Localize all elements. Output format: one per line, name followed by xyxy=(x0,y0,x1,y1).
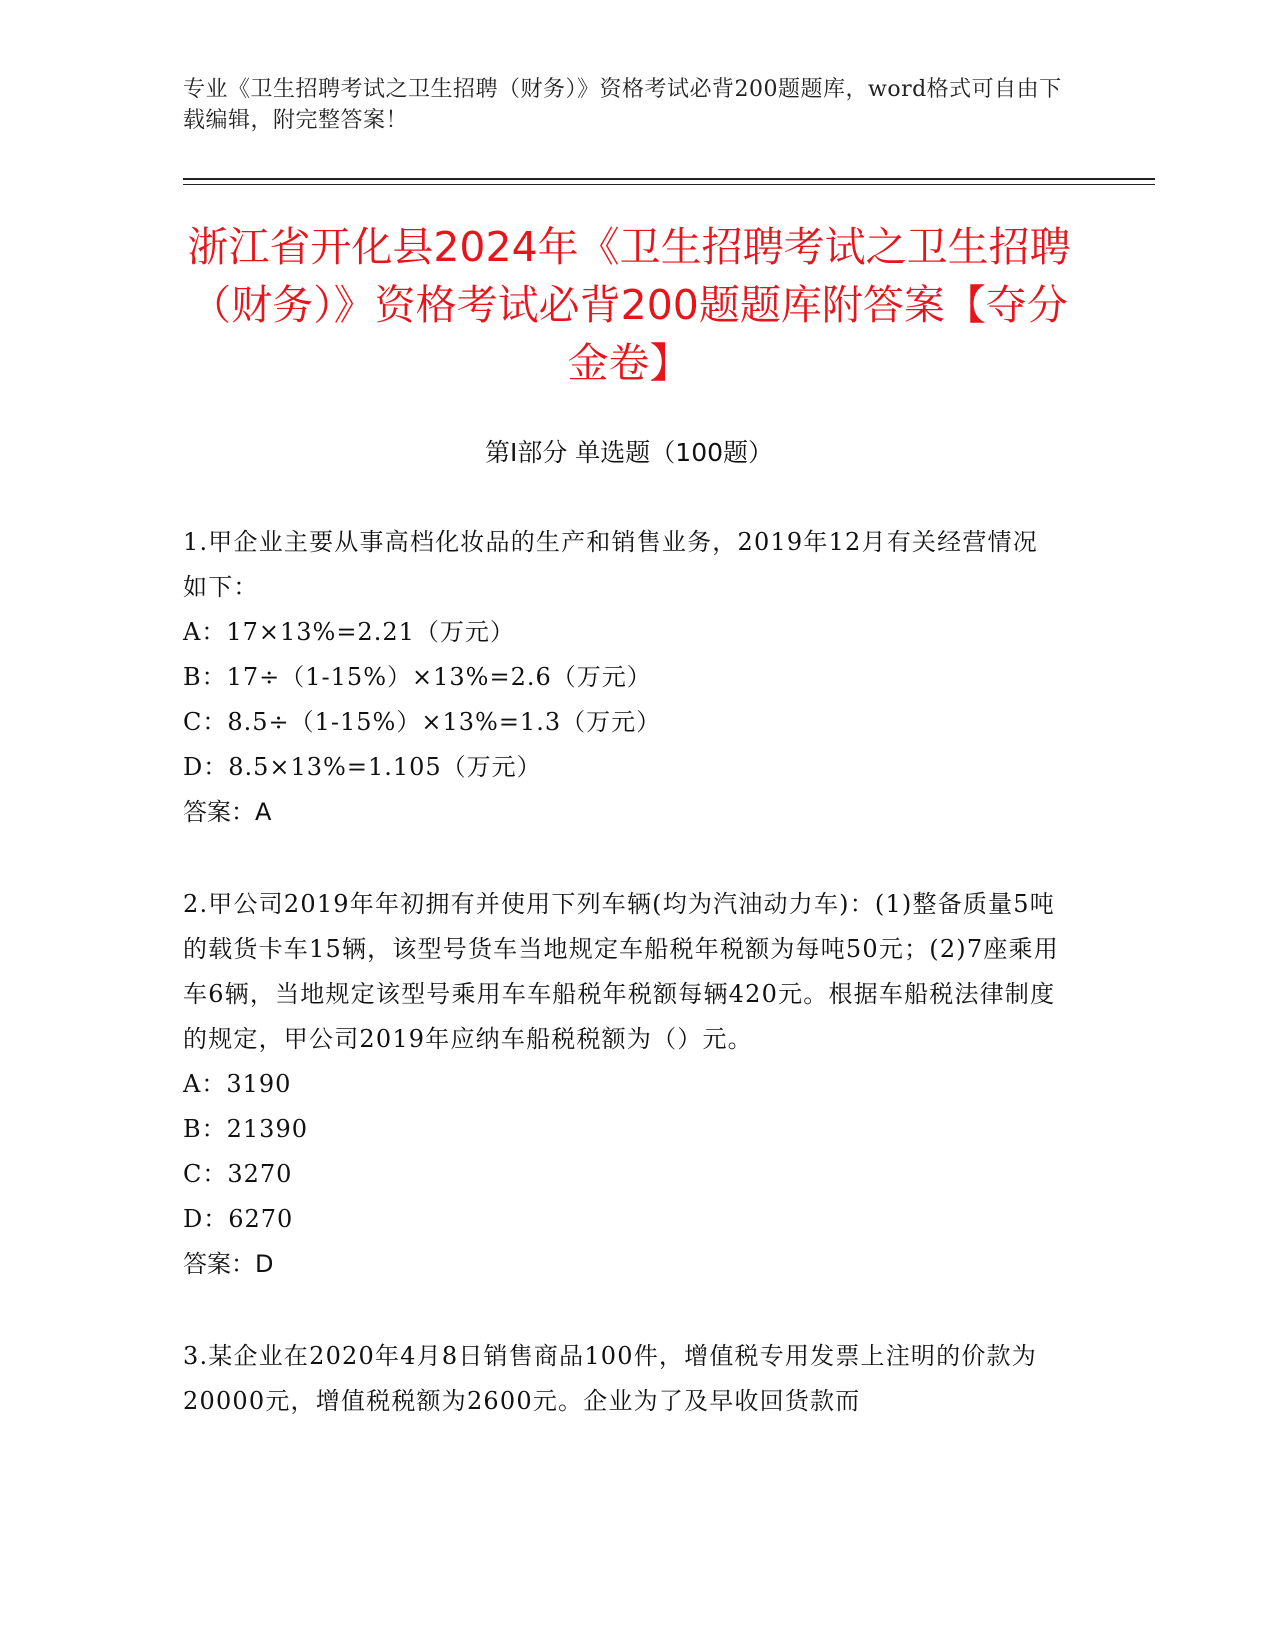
option-b: B：21390 xyxy=(183,1115,308,1143)
option-d: D：6270 xyxy=(183,1205,294,1233)
option-a: A：17×13%=2.21（万元） xyxy=(183,618,515,646)
header-divider-thick xyxy=(183,178,1155,180)
header-note: 专业《卫生招聘考试之卫生招聘（财务）》资格考试必背200题题库，word格式可自由下载编辑，附完整答案！ xyxy=(183,77,1062,133)
question-list xyxy=(183,520,1063,1471)
answer-line: 答案：D xyxy=(183,1250,274,1278)
question-item-1 xyxy=(183,520,1063,835)
question-stem: 3.某企业在2020年4月8日销售商品100件，增值税专用发票上注明的价款为20000元，增值税税额为2600元。企业为了及早收回货款而 xyxy=(183,1342,1037,1415)
question-stem: 2.甲公司2019年年初拥有并使用下列车辆(均为汽油动力车)：(1)整备质量5吨的载货卡车15辆，该型号货车当地规定车船税年税额为每吨50元；(2)7座乘用车6辆，当地规定该型号乘用车车船税年税额每辆420元。根据车船税法律制度的规定，甲公司2019年应纳车船税税额为（）元。 xyxy=(183,890,1059,1053)
option-b: B：17÷（1-15%）×13%=2.6（万元） xyxy=(183,663,652,691)
question-stem: 1.甲企业主要从事高档化妆品的生产和销售业务，2019年12月有关经营情况如下： xyxy=(183,528,1038,601)
document-title: 浙江省开化县2024年《卫生招聘考试之卫生招聘（财务）》资格考试必背200题题库附答案【夺分金卷】 xyxy=(187,223,1071,387)
question-item-2 xyxy=(183,882,1063,1287)
question-item-3 xyxy=(183,1334,1063,1424)
answer-line: 答案：A xyxy=(183,798,272,826)
option-d: D：8.5×13%=1.105（万元） xyxy=(183,753,542,781)
option-c: C：8.5÷（1-15%）×13%=1.3（万元） xyxy=(183,708,662,736)
header-divider-thin xyxy=(183,184,1155,185)
option-a: A：3190 xyxy=(183,1070,292,1098)
option-c: C：3270 xyxy=(183,1160,293,1188)
section-heading: 第Ⅰ部分 单选题（100题） xyxy=(484,438,774,467)
